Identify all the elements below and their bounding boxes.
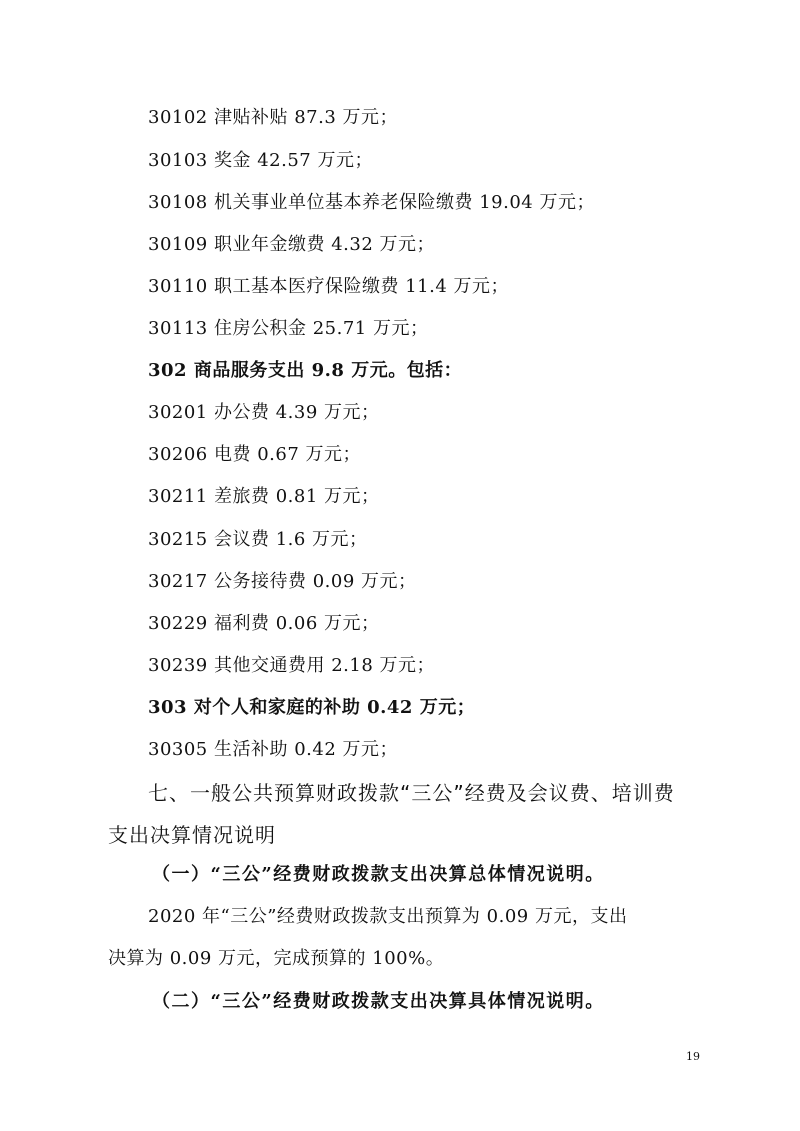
item-30229: 30229 福利费 0.06 万元； — [148, 613, 380, 634]
item-30109: 30109 职业年金缴费 4.32 万元； — [148, 234, 436, 255]
item-30217: 30217 公务接待费 0.09 万元； — [148, 571, 417, 592]
paragraph-line2: 决算为 0.09 万元，完成预算的 100%。 — [108, 948, 445, 969]
item-30102: 30102 津贴补贴 87.3 万元； — [148, 107, 399, 128]
item-30239: 30239 其他交通费用 2.18 万元； — [148, 655, 436, 676]
subheading-detail: （二）“三公”经费财政拨款支出决算具体情况说明。 — [152, 991, 605, 1012]
item-30305: 30305 生活补助 0.42 万元； — [148, 739, 399, 760]
item-30211: 30211 差旅费 0.81 万元； — [148, 486, 380, 507]
item-302: 302 商品服务支出 9.8 万元。包括： — [148, 360, 463, 381]
item-30113: 30113 住房公积金 25.71 万元； — [148, 318, 429, 339]
item-30201: 30201 办公费 4.39 万元； — [148, 402, 380, 423]
item-303: 303 对个人和家庭的补助 0.42 万元； — [148, 697, 476, 718]
item-30108: 30108 机关事业单位基本养老保险缴费 19.04 万元； — [148, 192, 595, 213]
item-30110: 30110 职工基本医疗保险缴费 11.4 万元； — [148, 276, 510, 297]
item-30206: 30206 电费 0.67 万元； — [148, 444, 362, 465]
item-30103: 30103 奖金 42.57 万元； — [148, 150, 373, 171]
paragraph-line1: 2020 年“三公”经费财政拨款支出预算为 0.09 万元，支出 — [148, 906, 628, 927]
subheading-overall: （一）“三公”经费财政拨款支出决算总体情况说明。 — [152, 864, 605, 885]
page-number: 19 — [686, 1050, 700, 1063]
section-heading-line2: 支出决算情况说明 — [108, 823, 276, 847]
section-heading-line1: 七、一般公共预算财政拨款“三公”经费及会议费、培训费 — [148, 781, 675, 805]
item-30215: 30215 会议费 1.6 万元； — [148, 529, 368, 550]
